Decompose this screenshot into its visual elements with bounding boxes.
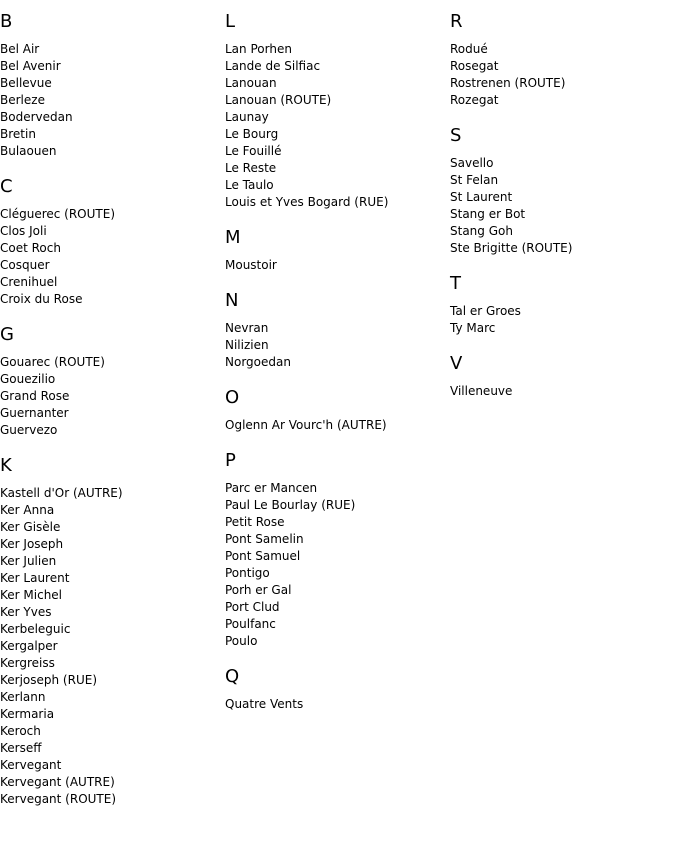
letter-group-t [450, 273, 675, 337]
street-item: Parc er Mancen [225, 481, 318, 495]
street-item: Rosegat [450, 59, 499, 73]
street-item: Coet Roch [0, 241, 61, 255]
street-item: Guernanter [0, 406, 69, 420]
letter-heading: K [0, 455, 12, 476]
letter-group-o [225, 387, 450, 434]
letter-heading: N [225, 290, 239, 311]
street-item: Ker Anna [0, 503, 55, 517]
letter-heading: P [225, 450, 236, 471]
street-item: Stang er Bot [450, 207, 526, 221]
street-list [0, 206, 225, 308]
street-item: Porh er Gal [225, 583, 292, 597]
street-item: Bulaouen [0, 144, 57, 158]
street-item: Pontigo [225, 566, 270, 580]
street-item: Nevran [225, 321, 269, 335]
street-item: St Laurent [450, 190, 513, 204]
street-item: Ker Laurent [0, 571, 70, 585]
letter-heading: B [0, 11, 13, 32]
street-item: Bel Air [0, 42, 40, 56]
letter-heading: C [0, 176, 13, 197]
street-item: Bodervedan [0, 110, 73, 124]
street-item: Launay [225, 110, 269, 124]
street-item: Port Clud [225, 600, 280, 614]
street-item: Bel Avenir [0, 59, 61, 73]
street-item: Kervegant [0, 758, 62, 772]
street-list [0, 485, 225, 808]
letter-heading: G [0, 324, 14, 345]
letter-group-n [225, 290, 450, 371]
street-item: Kerjoseph (RUE) [0, 673, 98, 687]
letter-group-b [0, 11, 225, 160]
street-item: Kerlann [0, 690, 46, 704]
street-item: Stang Goh [450, 224, 513, 238]
letter-heading: V [450, 353, 463, 374]
street-item: Ty Marc [450, 321, 496, 335]
street-list [225, 480, 450, 650]
street-item: Ker Gisèle [0, 520, 61, 534]
street-item: Savello [450, 156, 494, 170]
letter-heading: S [450, 125, 462, 146]
street-item: Paul Le Bourlay (RUE) [225, 498, 356, 512]
street-item: Moustoir [225, 258, 277, 272]
street-item: Rostrenen (ROUTE) [450, 76, 566, 90]
street-item: Crenihuel [0, 275, 58, 289]
index-column-2 [225, 0, 450, 713]
street-item: Ker Yves [0, 605, 52, 619]
letter-group-p [225, 450, 450, 650]
street-item: Clos Joli [0, 224, 47, 238]
street-item: Ste Brigitte (ROUTE) [450, 241, 573, 255]
street-item: Le Fouillé [225, 144, 282, 158]
letter-group-k [0, 455, 225, 808]
street-item: Lan Porhen [225, 42, 292, 56]
street-item: Kergalper [0, 639, 58, 653]
street-item: Kerbeleguic [0, 622, 71, 636]
street-item: Kervegant (AUTRE) [0, 775, 115, 789]
street-list [450, 41, 675, 109]
street-list [225, 696, 450, 713]
street-item: Grand Rose [0, 389, 70, 403]
street-item: Norgoedan [225, 355, 291, 369]
street-item: Petit Rose [225, 515, 285, 529]
street-list [225, 41, 450, 211]
street-item: Lande de Silfiac [225, 59, 321, 73]
letter-heading: O [225, 387, 240, 408]
street-item: Gouezilio [0, 372, 56, 386]
street-item: Le Taulo [225, 178, 274, 192]
street-item: Ker Michel [0, 588, 63, 602]
street-item: Lanouan [225, 76, 277, 90]
street-item: Rodué [450, 42, 488, 56]
letter-group-g [0, 324, 225, 439]
letter-group-v [450, 353, 675, 400]
letter-heading: M [225, 227, 241, 248]
index-column-1 [0, 0, 225, 808]
street-item: Keroch [0, 724, 41, 738]
street-item: Ker Joseph [0, 537, 64, 551]
street-item: Guervezo [0, 423, 58, 437]
street-item: Gouarec (ROUTE) [0, 355, 105, 369]
street-list [225, 257, 450, 274]
street-list [450, 155, 675, 257]
letter-group-c [0, 176, 225, 308]
letter-heading: Q [225, 666, 240, 687]
letter-heading: L [225, 11, 236, 32]
street-list [0, 41, 225, 160]
street-list [0, 354, 225, 439]
street-item: Bellevue [0, 76, 52, 90]
street-item: Tal er Groes [450, 304, 521, 318]
street-item: Oglenn Ar Vourc'h (AUTRE) [225, 418, 387, 432]
street-item: Cosquer [0, 258, 50, 272]
street-list [450, 303, 675, 337]
street-item: Le Reste [225, 161, 277, 175]
street-list [225, 417, 450, 434]
street-item: Louis et Yves Bogard (RUE) [225, 195, 389, 209]
street-item: Pont Samuel [225, 549, 301, 563]
street-item: Lanouan (ROUTE) [225, 93, 332, 107]
street-item: Bretin [0, 127, 36, 141]
street-item: Berleze [0, 93, 45, 107]
street-item: Le Bourg [225, 127, 279, 141]
street-list [450, 383, 675, 400]
letter-heading: T [450, 273, 461, 294]
street-item: Cléguerec (ROUTE) [0, 207, 116, 221]
index-column-3 [450, 0, 675, 400]
street-item: Kastell d'Or (AUTRE) [0, 486, 123, 500]
letter-group-m [225, 227, 450, 274]
street-item: Villeneuve [450, 384, 513, 398]
street-item: Croix du Rose [0, 292, 83, 306]
street-item: Kervegant (ROUTE) [0, 792, 117, 806]
street-item: Kermaria [0, 707, 55, 721]
letter-group-q [225, 666, 450, 713]
street-item: Kergreiss [0, 656, 55, 670]
letter-group-s [450, 125, 675, 257]
street-item: Poulfanc [225, 617, 276, 631]
letter-group-l [225, 11, 450, 211]
street-item: Quatre Vents [225, 697, 304, 711]
street-item: St Felan [450, 173, 499, 187]
letter-heading: R [450, 11, 463, 32]
street-item: Pont Samelin [225, 532, 304, 546]
street-item: Nilizien [225, 338, 269, 352]
street-item: Ker Julien [0, 554, 57, 568]
letter-group-r [450, 11, 675, 109]
street-item: Rozegat [450, 93, 499, 107]
street-item: Kerseff [0, 741, 42, 755]
street-list [225, 320, 450, 371]
street-item: Poulo [225, 634, 258, 648]
